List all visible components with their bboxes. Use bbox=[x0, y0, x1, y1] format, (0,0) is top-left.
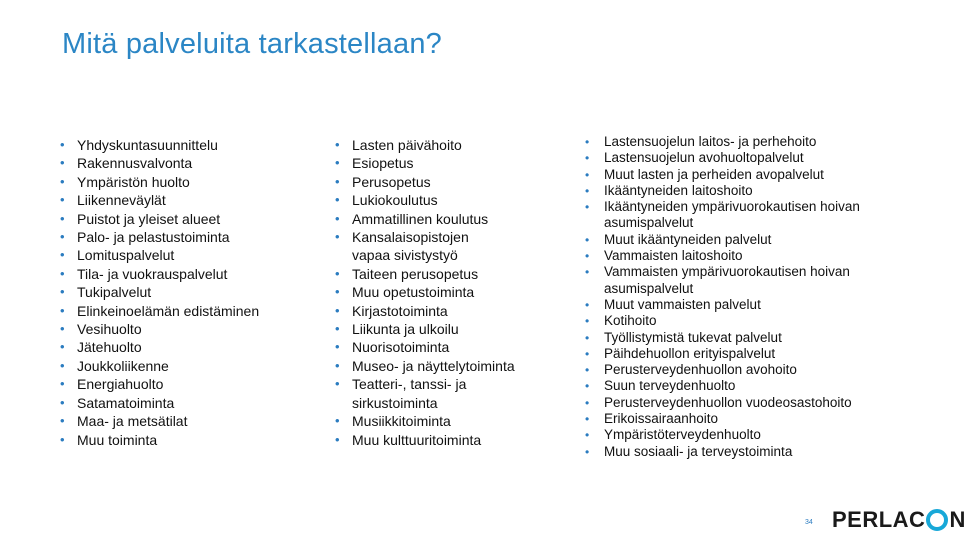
list-item bbox=[585, 427, 914, 443]
list-item bbox=[335, 191, 552, 209]
list-item bbox=[60, 228, 259, 246]
list-item bbox=[585, 150, 914, 166]
bullet-icon: • bbox=[60, 210, 65, 226]
bullet-icon: • bbox=[585, 314, 590, 329]
list-item bbox=[585, 313, 914, 329]
bullet-icon: • bbox=[585, 428, 590, 443]
list-item bbox=[585, 329, 914, 346]
list-item bbox=[585, 378, 914, 394]
bullet-icon: • bbox=[60, 137, 65, 152]
list-item-label: Ammatillinen koulutus bbox=[352, 210, 489, 227]
bullet-icon: • bbox=[585, 249, 590, 264]
bullet-icon: • bbox=[60, 284, 65, 300]
list-item-label: Kansalaisopistojen vapaa sivistystyö bbox=[352, 229, 469, 264]
bullet-icon: • bbox=[585, 330, 590, 345]
bullet-icon: • bbox=[335, 376, 340, 392]
bullet-icon: • bbox=[335, 431, 340, 447]
list-item bbox=[585, 166, 914, 183]
list-item bbox=[585, 362, 914, 378]
list-item bbox=[60, 246, 259, 264]
bullet-icon: • bbox=[585, 395, 590, 410]
bullet-icon: • bbox=[60, 302, 65, 318]
bullet-icon: • bbox=[585, 232, 590, 247]
list-item bbox=[335, 210, 552, 228]
list-item-label: Museo- ja näyttelytoiminta bbox=[352, 357, 515, 374]
list-item-label: Liikunta ja ulkoilu bbox=[352, 321, 459, 338]
list-item-label: Muu sosiaali- ja terveystoiminta bbox=[604, 443, 793, 459]
bullet-icon: • bbox=[60, 155, 65, 171]
list-item bbox=[585, 345, 914, 362]
list-item-label: Lasten päivähoito bbox=[352, 137, 462, 153]
list-item bbox=[335, 357, 552, 375]
bullet-icon: • bbox=[60, 339, 65, 355]
list-item bbox=[585, 296, 914, 313]
list-item-label: Teatteri-, tanssi- ja sirkustoiminta bbox=[352, 376, 467, 411]
list-item bbox=[335, 375, 502, 412]
bullet-icon: • bbox=[335, 137, 340, 152]
list-item bbox=[585, 394, 914, 411]
list-item-label: Energiahuolto bbox=[77, 376, 164, 393]
list-item-label: Puistot ja yleiset alueet bbox=[77, 210, 221, 227]
list-item-label: Ympäristöterveydenhuolto bbox=[604, 427, 761, 443]
bullet-icon: • bbox=[60, 431, 65, 447]
list-item bbox=[585, 182, 914, 199]
bullet-icon: • bbox=[335, 339, 340, 355]
list-item bbox=[60, 173, 259, 191]
list-item bbox=[60, 375, 259, 393]
bullet-icon: • bbox=[60, 357, 65, 373]
list-item-label: Vammaisten ympärivuorokautisen hoivan asumispalvelut bbox=[604, 264, 850, 296]
list-item-label: Rakennusvalvonta bbox=[77, 155, 193, 172]
list-item-label: Maa- ja metsätilat bbox=[77, 413, 188, 430]
bullet-icon: • bbox=[585, 135, 590, 149]
list-item bbox=[60, 191, 259, 209]
bullet-icon: • bbox=[60, 413, 65, 429]
list-item bbox=[585, 248, 914, 264]
logo-text-end: N bbox=[949, 507, 966, 532]
list-item-label: Perusterveydenhuollon vuodeosastohoito bbox=[604, 394, 852, 410]
bullet-icon: • bbox=[335, 210, 340, 226]
list-item-label: Lastensuojelun laitos- ja perhehoito bbox=[604, 134, 817, 149]
bullet-icon: • bbox=[60, 192, 65, 208]
list-item-label: Vesihuolto bbox=[77, 321, 142, 338]
bullet-icon: • bbox=[335, 357, 340, 373]
bullet-icon: • bbox=[60, 376, 65, 392]
list-item-label: Taiteen perusopetus bbox=[352, 265, 479, 282]
list-item bbox=[60, 283, 259, 301]
services-list-education-culture bbox=[335, 136, 552, 449]
list-item bbox=[60, 412, 259, 430]
list-item-label: Musiikkitoiminta bbox=[352, 413, 451, 430]
list-item-label: Palo- ja pelastustoiminta bbox=[77, 229, 230, 246]
list-item-label: Jätehuolto bbox=[77, 339, 142, 356]
list-item-label: Vammaisten laitoshoito bbox=[604, 248, 743, 264]
logo-ring-icon bbox=[926, 509, 948, 531]
list-item-label: Tukipalvelut bbox=[77, 284, 152, 301]
bullet-icon: • bbox=[335, 173, 340, 189]
list-item-label: Nuorisotoiminta bbox=[352, 339, 450, 356]
bullet-icon: • bbox=[60, 247, 65, 263]
bullet-icon: • bbox=[585, 265, 590, 280]
list-item-label: Joukkoliikenne bbox=[77, 357, 169, 374]
list-item bbox=[335, 412, 552, 430]
list-item bbox=[335, 154, 552, 172]
list-item-label: Kirjastotoiminta bbox=[352, 302, 448, 319]
bullet-icon: • bbox=[585, 200, 590, 215]
list-item bbox=[335, 136, 552, 154]
list-item-label: Ikääntyneiden ympärivuorokautisen hoivan asumispalvelut bbox=[604, 199, 860, 231]
list-item-label: Muu toiminta bbox=[77, 431, 158, 448]
bullet-icon: • bbox=[335, 229, 340, 245]
list-item bbox=[60, 302, 260, 320]
bullet-icon: • bbox=[60, 229, 65, 245]
list-item bbox=[60, 394, 259, 412]
bullet-icon: • bbox=[585, 346, 590, 361]
list-item-label: Muut vammaisten palvelut bbox=[604, 296, 761, 312]
list-item bbox=[585, 264, 904, 297]
list-item-label: Satamatoiminta bbox=[77, 394, 175, 411]
bullet-icon: • bbox=[585, 379, 590, 394]
list-item-label: Liikenneväylät bbox=[77, 192, 166, 209]
bullet-icon: • bbox=[335, 302, 340, 318]
list-item bbox=[60, 431, 259, 449]
bullet-icon: • bbox=[335, 265, 340, 281]
list-item-label: Kotihoito bbox=[604, 313, 657, 329]
perlacon-logo bbox=[832, 507, 966, 533]
list-item bbox=[335, 302, 552, 320]
list-item-label: Työllistymistä tukevat palvelut bbox=[604, 329, 782, 345]
list-item bbox=[335, 173, 552, 191]
list-item-label: Suun terveydenhuolto bbox=[604, 378, 736, 394]
list-item bbox=[585, 134, 914, 150]
list-item-label: Muu kulttuuritoiminta bbox=[352, 431, 482, 448]
bullet-icon: • bbox=[585, 444, 590, 459]
bullet-icon: • bbox=[585, 151, 590, 166]
bullet-icon: • bbox=[60, 173, 65, 189]
list-item bbox=[60, 210, 259, 228]
list-item-label: Perusopetus bbox=[352, 173, 431, 190]
bullet-icon: • bbox=[585, 183, 590, 198]
list-item bbox=[335, 338, 552, 356]
list-item-label: Lomituspalvelut bbox=[77, 247, 175, 264]
list-item-label: Muu opetustoiminta bbox=[352, 284, 475, 301]
list-item bbox=[335, 320, 552, 338]
bullet-icon: • bbox=[585, 297, 590, 312]
list-item bbox=[60, 136, 259, 154]
services-list-social-health bbox=[585, 134, 914, 460]
list-item bbox=[335, 265, 552, 283]
list-item bbox=[585, 411, 914, 427]
list-item bbox=[60, 320, 259, 338]
list-item bbox=[60, 338, 259, 356]
list-item bbox=[335, 283, 552, 301]
list-item-label: Muut ikääntyneiden palvelut bbox=[604, 231, 772, 247]
list-item bbox=[60, 265, 259, 283]
logo-text-start: PERLAC bbox=[832, 507, 926, 532]
list-item-label: Muut lasten ja perheiden avopalvelut bbox=[604, 166, 824, 182]
list-item-label: Elinkeinoelämän edistäminen bbox=[77, 302, 260, 319]
list-item-label: Perusterveydenhuollon avohoito bbox=[604, 362, 797, 378]
list-item-label: Erikoissairaanhoito bbox=[604, 411, 719, 427]
bullet-icon: • bbox=[335, 413, 340, 429]
bullet-icon: • bbox=[60, 321, 65, 337]
bullet-icon: • bbox=[60, 265, 65, 281]
list-item bbox=[335, 431, 552, 449]
list-item-label: Ympäristön huolto bbox=[77, 173, 190, 190]
bullet-icon: • bbox=[335, 284, 340, 300]
bullet-icon: • bbox=[585, 363, 590, 378]
bullet-icon: • bbox=[585, 412, 590, 427]
bullet-icon: • bbox=[335, 321, 340, 337]
list-item bbox=[60, 154, 259, 172]
page-title: Mitä palveluita tarkastellaan? bbox=[62, 28, 442, 60]
list-item bbox=[335, 228, 502, 265]
bullet-icon: • bbox=[335, 192, 340, 208]
list-item-label: Päihdehuollon erityispalvelut bbox=[604, 345, 776, 361]
list-item-label: Tila- ja vuokrauspalvelut bbox=[77, 265, 228, 282]
list-item-label: Esiopetus bbox=[352, 155, 414, 172]
list-item bbox=[585, 231, 914, 248]
list-item bbox=[60, 357, 259, 375]
services-list-technical bbox=[60, 136, 260, 449]
list-item-label: Ikääntyneiden laitoshoito bbox=[604, 182, 753, 198]
bullet-icon: • bbox=[585, 167, 590, 182]
list-item bbox=[585, 443, 914, 460]
list-item-label: Lukiokoulutus bbox=[352, 192, 438, 209]
list-item-label: Lastensuojelun avohuoltopalvelut bbox=[604, 150, 804, 166]
list-item bbox=[585, 199, 904, 232]
bullet-icon: • bbox=[335, 155, 340, 171]
list-item-label: Yhdyskuntasuunnittelu bbox=[77, 137, 218, 153]
bullet-icon: • bbox=[60, 394, 65, 410]
page-number: 34 bbox=[805, 519, 813, 526]
